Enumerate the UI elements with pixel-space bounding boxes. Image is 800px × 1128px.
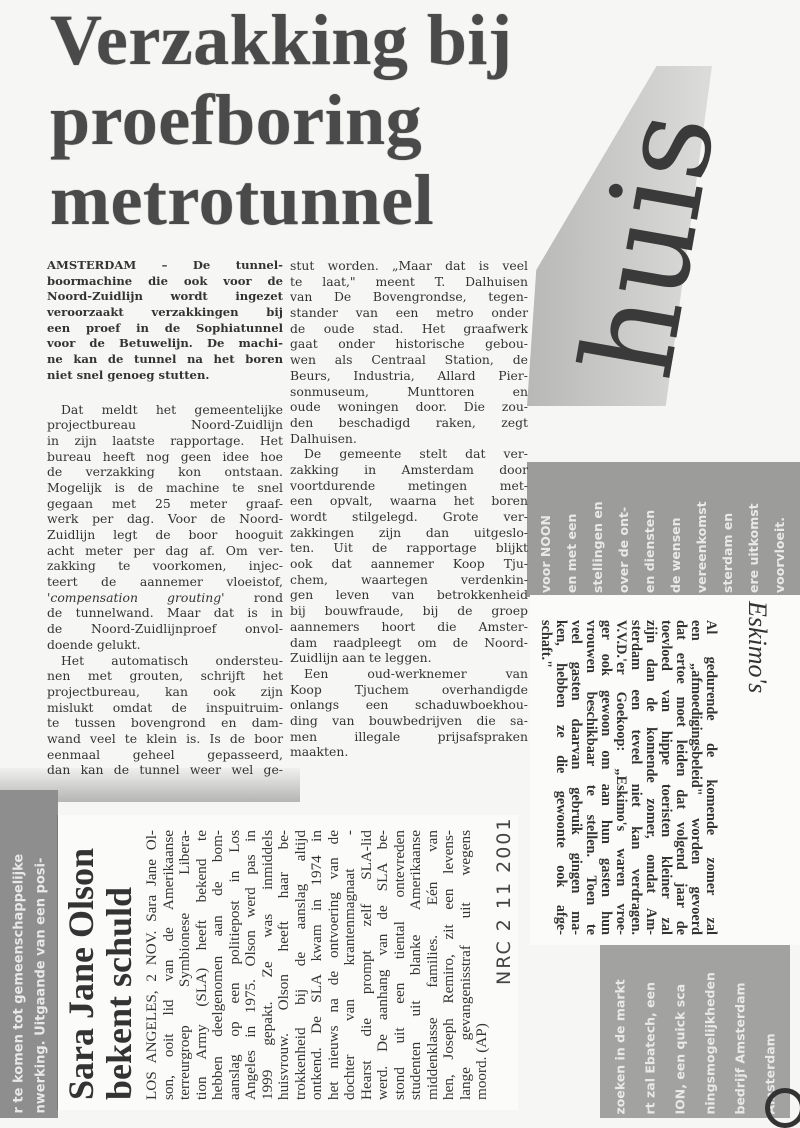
text-line: projectbureau, kan ook zijn <box>47 683 283 699</box>
text-line: niet snel genoeg stutten. <box>47 367 210 382</box>
text-line: wen als Centraal Station, de <box>290 352 528 368</box>
text-line: wand veel te klein is. Is de boor <box>47 730 283 746</box>
text-line: De gemeente stelt dat ver- <box>304 446 528 462</box>
text-line: stut worden. „Maar dat is veel <box>290 258 528 273</box>
fragment-line: stellingen en <box>590 501 605 593</box>
text-line: gegaan met 25 meter graaf- <box>47 495 283 511</box>
headline <box>50 0 512 240</box>
text-line: dochter van krantenmagnaat - <box>341 830 358 1100</box>
text-line: toevloed van hippe toeristen kleiner zal <box>658 620 674 935</box>
article-column-1 <box>47 258 283 778</box>
right-fragment-text <box>527 462 800 597</box>
text-line: aannemers hoort die Amster- <box>290 618 528 634</box>
text-line: Zuidlijn aan te leggen. <box>290 650 432 666</box>
italic-phrase: 'compensation grouting' <box>47 589 225 605</box>
text-line: veroorzaakt verzakkingen bij <box>47 305 283 320</box>
paragraph <box>290 666 528 760</box>
text-line: de Noord-Zuidlijnproef onvol- <box>47 621 283 637</box>
text-line: lange gevangenisstraf uit wegens <box>456 830 474 1100</box>
fragment-line: ningsmogelijkheden <box>702 972 718 1115</box>
text-line: men illegale prijsafspraken <box>290 728 528 744</box>
text-line: moord. (AP) <box>473 1023 490 1100</box>
text-line: trokkenheid bij de aanslag altijd <box>291 830 309 1100</box>
text-line: van De Bovengrondse, tegen- <box>290 289 528 305</box>
text-line: een proef in de Sophiatunnel <box>47 320 283 335</box>
text-line: den beschadigd raken, zegt <box>290 414 528 430</box>
text-line: te laat," meent T. Dalhuisen <box>290 273 528 289</box>
fragment-line: bedrijf Amsterdam <box>732 982 748 1115</box>
text-line: zakking in Amsterdam door <box>290 461 528 477</box>
text-line: studenten uit blanke Amerikaanse <box>407 830 424 1100</box>
text-line: terreurgroep Symbionese Libera- <box>176 830 193 1100</box>
text-line: Angeles in 1975. Olson werd pas in <box>242 830 259 1100</box>
text-line: het nieuws na de ontvoering van de <box>324 830 342 1100</box>
text-line: Noord-Zuidlijn wordt ingezet <box>47 289 283 304</box>
paragraph <box>290 258 528 446</box>
text-line: aanslag op een politiepost in Los <box>225 830 243 1100</box>
fragment-line: nwerking. Uitgaande van een posi- <box>33 857 49 1114</box>
text-line: eenmaal geheel gepasseerd, <box>47 746 283 762</box>
text-line: ne kan de tunnel na het boren <box>47 352 283 367</box>
text-line: ger ook gewoon om aan hun gasten hun <box>598 620 614 935</box>
text-line: tion Army (SLA) heeft bekend te <box>192 830 210 1100</box>
text-line: de oude stad. Het graafwerk <box>290 320 528 336</box>
text-line: dan kan de tunnel weer wel ge- <box>47 762 283 778</box>
eskimos-title: Eskimo's <box>743 601 772 694</box>
text-line: veel gasten daarvan gebruik gingen ma- <box>568 620 584 935</box>
fragment-line: rt zal Ebatech, een <box>642 982 658 1115</box>
text-line: bij bouwfraude, bij de groep <box>290 603 528 619</box>
bottom-right-fragment-text <box>600 946 790 1119</box>
text-line: middenklasse families. Eén van <box>423 830 441 1100</box>
fragment-line: en met een <box>564 513 579 593</box>
fragment-line: zoeken in de markt <box>612 979 628 1115</box>
text-line: ten. Uit de rapportage blijkt <box>290 540 528 556</box>
text-line: doende gelukt. <box>47 636 141 652</box>
text-line: hebben deelgenomen aan de bom- <box>209 830 226 1100</box>
text-line: werk per dag. Voor de Noord- <box>47 511 283 527</box>
article-column-2 <box>290 258 528 760</box>
text-line: bureau heeft nog geen idee hoe <box>47 448 283 464</box>
fragment-line: Amsterdam <box>762 1033 778 1115</box>
fragment-line: over de ont- <box>616 506 631 593</box>
text-line: ken, hebben ze die gewoonte ook afge- <box>553 620 569 935</box>
fragment-line: r te komen tot gemeenschappelijke <box>11 853 27 1114</box>
text-line: son, ooit lid van de Amerikaanse <box>159 830 177 1100</box>
text-line: oude woningen door. Die zou- <box>290 399 528 415</box>
olson-title <box>62 848 138 1100</box>
text-line: Het automatisch ondersteu- <box>61 652 283 668</box>
text-line: projectbureau Noord-Zuidlijn <box>47 417 283 433</box>
text-line: LOS ANGELES, 2 NOV. Sara Jane Ol- <box>143 830 160 1100</box>
text-line: stond uit een tiental ontevreden <box>390 830 408 1100</box>
text-line: Een oud-werknemer van <box>304 665 528 681</box>
text-line <box>47 590 283 606</box>
fragment-line: ION, een quick sca <box>672 983 688 1115</box>
text-line: vrouwen beschikbaar te stellen. Toen te <box>583 620 599 935</box>
text-line: de tunnelwand. Maar dat is in <box>47 605 283 621</box>
text-line: ontkend. De SLA kwam in 1974 in <box>308 830 325 1100</box>
text-line: Dat meldt het gemeentelijke <box>61 401 283 417</box>
text-line: werd. De aanhang van de SLA be- <box>374 830 391 1100</box>
text-line: 1999 gepakt. Ze was inmiddels <box>258 830 276 1100</box>
text-line: Beurs, Industria, Allard Pier- <box>290 367 528 383</box>
text-line: gen leven van betrokkenheid <box>290 587 528 603</box>
olson-title-line: bekent schuld <box>99 886 139 1100</box>
text-line: AMSTERDAM – De tunnel- <box>47 258 283 272</box>
text-line: Zuidlijn legt de boor hooguit <box>47 527 283 542</box>
side-headline-huis: huis <box>555 101 744 389</box>
text-line: voor de Betuwelijn. De machi- <box>47 336 283 351</box>
fragment-line: de wensen <box>668 517 683 593</box>
text-line: wordt stilgelegd. Grote ver- <box>290 509 528 524</box>
text-line: zakkingen zijn dan uitgeslo- <box>290 524 528 540</box>
text-line: hen, Joseph Remiro, zit een levens- <box>440 830 457 1100</box>
text-line: V.V.D.'er Goekoop: „Eskimo's waren vroe- <box>613 620 629 935</box>
text-line: Hearst die prompt zelf SLA-lid <box>357 830 375 1100</box>
text-line: Mogelijk is de machine te snel <box>47 479 283 495</box>
text-line: nen met grouten, schrijft het <box>47 668 283 684</box>
eskimos-body <box>538 620 718 935</box>
text-line: acht meter per dag af. Om ver- <box>47 542 283 558</box>
text-line: dam raadpleegt om de Noord- <box>290 634 528 650</box>
text-line: gaat onder historische gebou- <box>290 336 528 352</box>
fragment-line: voorvloeit. <box>772 517 787 593</box>
text-line: Koop Tjuchem overhandigde <box>290 681 528 697</box>
article-body-col1 <box>47 402 283 779</box>
text-line: stander van een metro onder <box>290 305 528 321</box>
text-line: een „afmoedigingsbeleid" worden gevoerd <box>688 620 704 935</box>
fragment-line: ere uitkomst <box>746 503 761 593</box>
olson-title-line: Sara Jane Olson <box>61 847 101 1100</box>
fragment-line: vereenkomst <box>694 501 709 593</box>
paragraph <box>290 446 528 666</box>
eskimos-box <box>530 595 800 945</box>
text-line: te tussen bovengrond en dam- <box>47 715 283 731</box>
text-line: sonmuseum, Munttoren en <box>290 383 528 399</box>
text-line: ding van bouwbedrijven die sa- <box>290 712 528 728</box>
text-line: huisvrouw. Olson heeft haar be- <box>275 830 292 1100</box>
olson-box <box>57 815 518 1110</box>
text-line: ook dat aannemer Koop Tju- <box>290 556 528 572</box>
text-line: voortdurende metingen met- <box>290 477 528 493</box>
left-fragment-text <box>1 790 58 1118</box>
headline-line: Verzakking bij <box>50 0 513 80</box>
text-line: zijn dan de komende zomer, omdat Am- <box>643 620 659 935</box>
headline-line: metrotunnel <box>50 160 435 240</box>
text-line: dat ertoe moet leiden dat volgend jaar de <box>673 620 689 935</box>
paragraph <box>47 402 283 653</box>
text-line: chem, waartegen verdenkin- <box>290 571 528 587</box>
text-line: schaft." <box>538 620 554 669</box>
date-stamp: NRC 2 11 2001 <box>493 816 515 985</box>
circle-logo-icon <box>765 1088 800 1128</box>
text-line: boormachine die ook voor de <box>47 273 283 288</box>
headline-line: proefboring <box>50 80 423 160</box>
text-line: sterdam een teveel niet kan verdragen. <box>628 620 644 935</box>
text-line: een opvalt, waarna het boren <box>290 493 528 509</box>
text-line: Al gedurende de komende zomer zal <box>703 620 719 935</box>
text-line: in zijn laatste rapportage. Het <box>47 432 283 448</box>
paragraph <box>47 653 283 779</box>
text-line: teert de aannemer vloeistof, <box>47 574 283 590</box>
text-line: maakten. <box>290 744 349 760</box>
article-lead <box>47 258 283 384</box>
text-fragment: rond <box>224 589 283 605</box>
text-line: onlangs een schaduwboekhou- <box>290 697 528 713</box>
text-line: zakking te voorkomen, injec- <box>47 558 283 574</box>
fragment-line: en diensten <box>642 509 657 593</box>
text-line: Dalhuisen. <box>290 430 357 446</box>
text-line: mislukt omdat de inspuitruim- <box>47 699 283 715</box>
text-line: de verzakking kon ontstaan. <box>47 464 283 480</box>
olson-body <box>144 830 491 1100</box>
fragment-line: sterdam en <box>720 512 735 593</box>
fragment-line: voor NOON <box>538 514 553 593</box>
